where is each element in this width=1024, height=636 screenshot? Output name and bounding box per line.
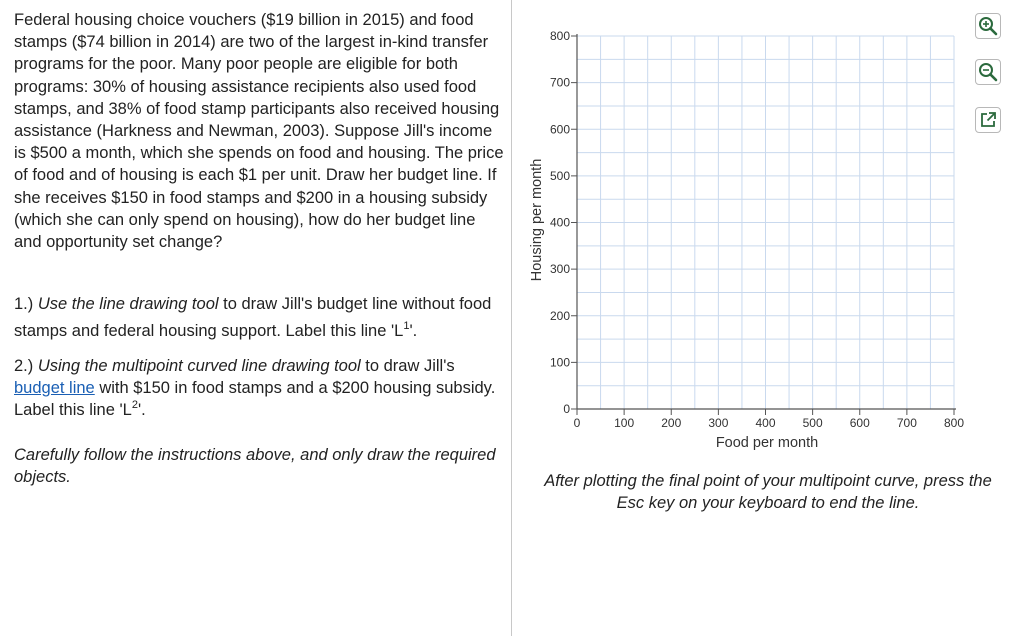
x-axis-title: Food per month [715, 435, 819, 451]
step-1-instruction: 1.) Use the line drawing tool to draw Jill's budget line without food stamps and federal housing support. Label this line '$L^1$'. [14, 295, 492, 340]
x-tick-label: 300 [708, 416, 729, 430]
caution-note: Carefully follow the instructions above, and only draw the required objects. [14, 446, 496, 486]
y-tick-label: 100 [549, 355, 570, 370]
graph-grid [577, 36, 954, 409]
x-tick-label: 100 [614, 416, 635, 430]
x-tick-label: 800 [943, 416, 965, 430]
budget-graph[interactable] [513, 0, 1024, 470]
x-tick-label: 600 [849, 416, 870, 430]
budget-line-link[interactable]: budget line [14, 379, 95, 397]
y-tick-label: 400 [549, 215, 570, 230]
y-tick-label: 0 [563, 402, 570, 416]
popout-icon [979, 111, 997, 129]
esc-instruction: After plotting the final point of your multipoint curve, press the Esc key on your keyboard to end the line. [544, 472, 992, 512]
x-tick-label: 400 [755, 416, 776, 430]
multipoint-tool-reference: Using the multipoint curved line drawing tool [37, 357, 361, 375]
y-tick-label: 300 [549, 262, 570, 277]
graph-axes [577, 34, 956, 409]
graph-panel [513, 0, 1024, 636]
problem-text: Federal housing choice vouchers ($19 billion in 2015) and food stamps ($74 billion in 2014) are two of the largest in-kind transfer programs for the poor. Many poor people are eligible for both programs: 30% of housing assistance recipients also used food stamps, and 38% of food stamp participants also received housing assistance (Harkness and Newman, 2003). Suppose Jill's income is $500 a month, which she spends on food and housing. The price of food and of housing is each $1 per unit. Draw her budget line. If she receives $150 in food stamps and $200 in a housing subsidy (which she can only spend on housing), how do her budget line and opportunity set change? [14, 11, 504, 252]
y-tick-label: 200 [549, 308, 570, 323]
graph-ticks [550, 29, 964, 430]
zoom-out-button[interactable] [975, 59, 1001, 85]
y-tick-label: 800 [549, 29, 570, 43]
y-tick-label: 700 [549, 75, 570, 90]
x-tick-label: 500 [802, 416, 823, 430]
step-2-instruction: 2.) Using the multipoint curved line drawing tool to draw Jill's budget line with $150 in food stamps and a $200 housing subsidy. Label this line '$L^2$'. [14, 357, 496, 419]
x-tick-label: 200 [661, 416, 682, 430]
y-axis-title: Housing per month [529, 158, 545, 282]
zoom-in-icon [978, 16, 998, 36]
x-tick-label: 0 [573, 416, 581, 430]
y-tick-label: 500 [549, 168, 570, 183]
x-tick-label: 700 [896, 416, 917, 430]
zoom-out-icon [978, 62, 998, 82]
popout-button[interactable] [975, 107, 1001, 133]
zoom-in-button[interactable] [975, 13, 1001, 39]
y-tick-label: 600 [549, 122, 570, 137]
line-tool-reference: Use the line drawing tool [37, 295, 219, 313]
